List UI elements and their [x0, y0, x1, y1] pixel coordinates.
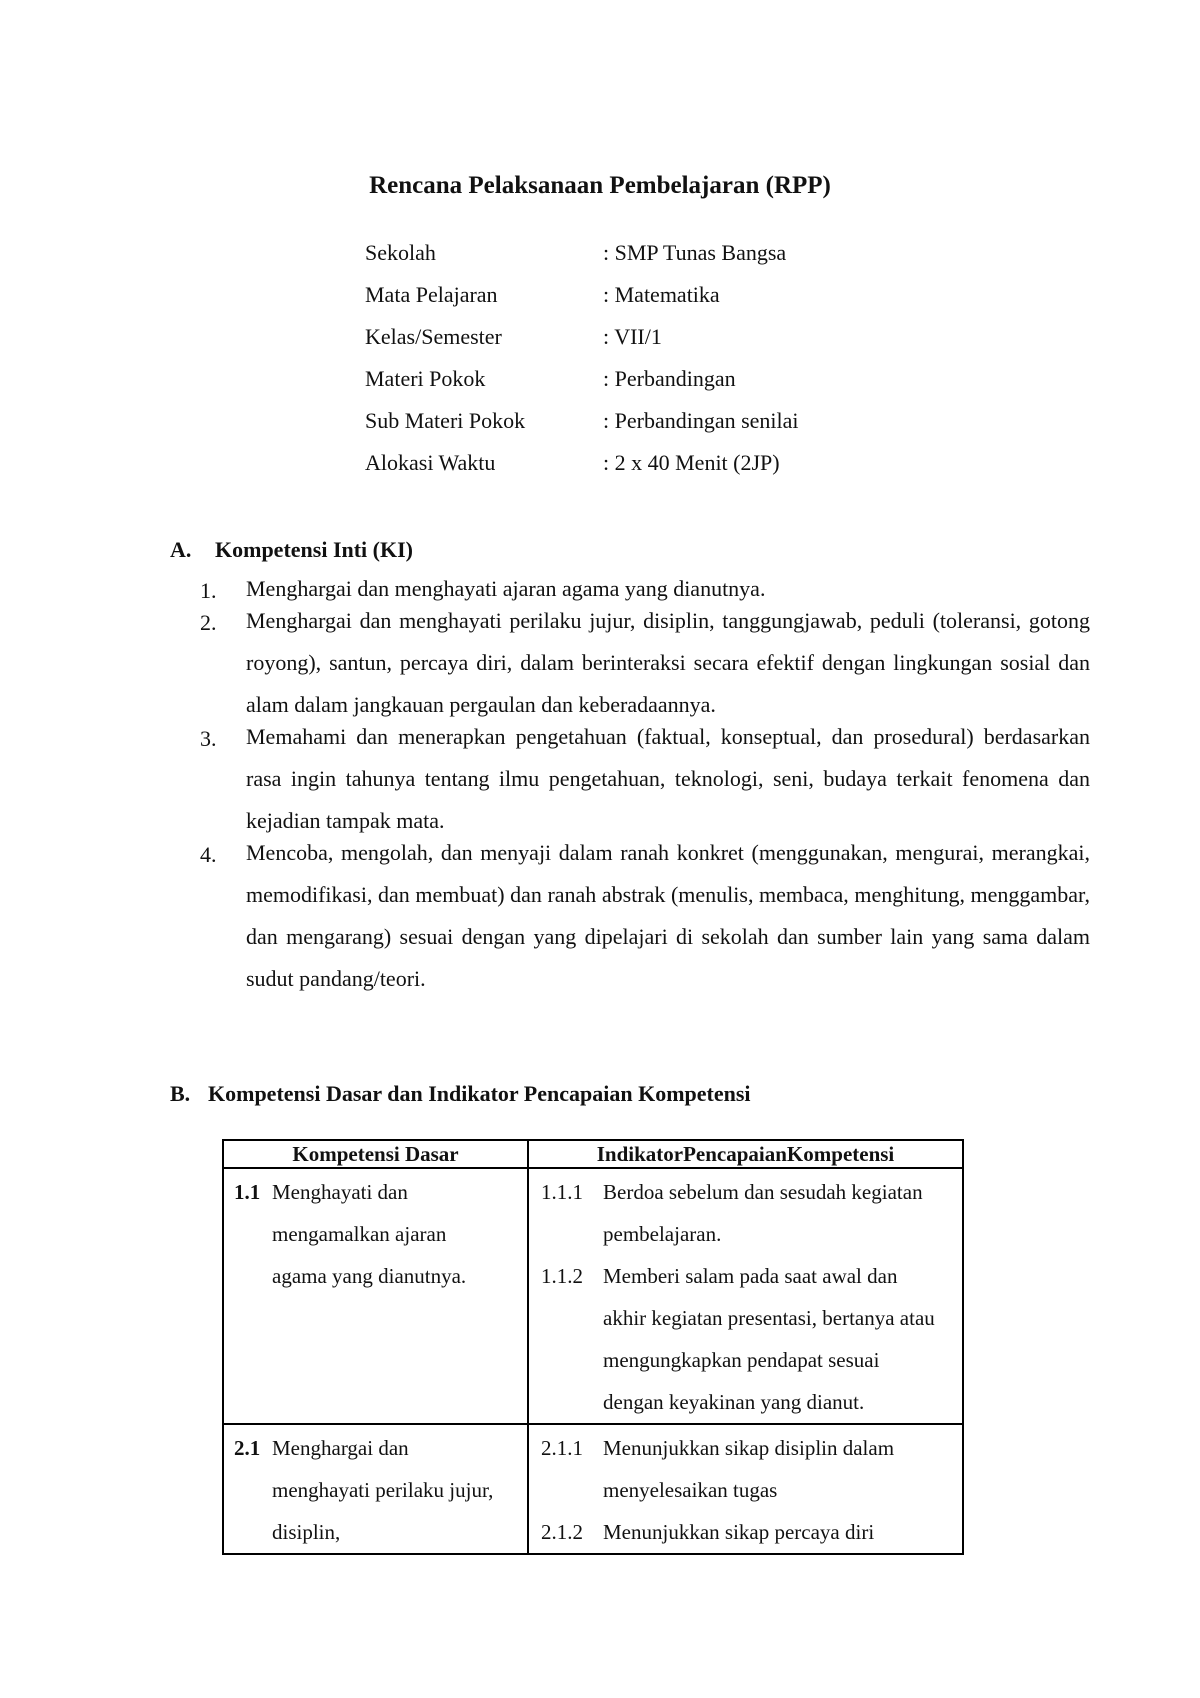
kd-number: 1.1 — [234, 1180, 261, 1204]
kd-cell — [223, 1424, 528, 1554]
column-header: IndikatorPencapaianKompetensi — [528, 1140, 963, 1168]
indicator-number: 2.1.1 — [541, 1436, 583, 1460]
kd-text: Menghargai dan menghayati perilaku jujur, disiplin, — [272, 1436, 494, 1544]
section-b-heading — [170, 1081, 751, 1107]
identity-block — [365, 240, 799, 492]
indicator-item — [541, 1171, 962, 1255]
list-number: 2. — [200, 610, 217, 635]
table-row — [223, 1168, 963, 1424]
indicator-text: Memberi salam pada saat awal dan akhir kegiatan presentasi, bertanya atau mengungkapkan pendapat sesuai dengan keyakinan yang dianut. — [603, 1264, 935, 1414]
meta-value: : VII/1 — [603, 324, 662, 349]
meta-row-subject — [365, 282, 799, 324]
section-title: Kompetensi Inti (KI) — [215, 537, 413, 562]
section-letter: A. — [170, 537, 192, 562]
meta-row-subtopic — [365, 408, 799, 450]
indicator-number: 1.1.2 — [541, 1264, 583, 1288]
meta-row-topic — [365, 366, 799, 408]
list-text: Memahami dan menerapkan pengetahuan (faktual, konseptual, dan prosedural) berdasarkan rasa ingin tahunya tentang ilmu pengetahuan, teknologi, seni, budaya terkait fenomena dan kejadian tampak mata. — [246, 724, 1090, 833]
list-text: Mencoba, mengolah, dan menyaji dalam ranah konkret (menggunakan, mengurai, merangkai, memodifikasi, dan membuat) dan ranah abstrak (menulis, membaca, menghitung, menggambar, dan mengarang) sesuai dengan yang dipelajari di sekolah dan sumber lain yang sama dalam sudut pandang/teori. — [246, 840, 1090, 991]
indicator-text: Menunjukkan sikap percaya diri — [603, 1520, 875, 1544]
indicator-number: 1.1.1 — [541, 1180, 583, 1204]
ki-list — [200, 578, 1090, 1000]
meta-row-school — [365, 240, 799, 282]
section-letter: B. — [170, 1081, 191, 1106]
list-item — [200, 842, 1090, 1000]
kd-text: Menghayati dan mengamalkan ajaran agama yang dianutnya. — [272, 1180, 467, 1288]
list-number: 3. — [200, 726, 217, 751]
meta-label: Materi Pokok — [365, 366, 486, 391]
kd-number: 2.1 — [234, 1436, 261, 1460]
meta-row-time — [365, 450, 799, 492]
list-item — [200, 726, 1090, 842]
indicator-cell — [528, 1168, 963, 1424]
table-header-row — [223, 1140, 963, 1168]
list-text: Menghargai dan menghayati perilaku jujur, disiplin, tanggungjawab, peduli (toleransi, gotong royong), santun, percaya diri, dalam berinteraksi secara efektif dengan lingkungan sosial dan alam dalam jangkauan pergaulan dan keberadaannya. — [246, 608, 1090, 717]
table-row — [223, 1424, 963, 1554]
indicator-item — [541, 1511, 962, 1553]
meta-label: Kelas/Semester — [365, 324, 502, 349]
indicator-item — [541, 1427, 962, 1511]
meta-row-class — [365, 324, 799, 366]
section-a-heading — [170, 537, 413, 563]
meta-value: : Matematika — [603, 282, 720, 307]
meta-value: : SMP Tunas Bangsa — [603, 240, 787, 265]
list-text: Menghargai dan menghayati ajaran agama yang dianutnya. — [246, 576, 766, 601]
section-title: Kompetensi Dasar dan Indikator Pencapaian Kompetensi — [208, 1081, 751, 1106]
meta-label: Sub Materi Pokok — [365, 408, 526, 433]
kd-cell — [223, 1168, 528, 1424]
page-title: Rencana Pelaksanaan Pembelajaran (RPP) — [369, 172, 831, 199]
meta-value: : Perbandingan — [603, 366, 736, 391]
meta-label: Sekolah — [365, 240, 436, 265]
list-number: 1. — [200, 578, 217, 603]
indicator-item — [541, 1255, 962, 1423]
competency-table — [222, 1139, 964, 1555]
indicator-cell — [528, 1424, 963, 1554]
meta-label: Mata Pelajaran — [365, 282, 498, 307]
meta-value: : 2 x 40 Menit (2JP) — [603, 450, 780, 475]
indicator-text: Berdoa sebelum dan sesudah kegiatan pembelajaran. — [603, 1180, 923, 1246]
column-header: Kompetensi Dasar — [223, 1140, 528, 1168]
list-number: 4. — [200, 842, 217, 867]
list-item — [200, 610, 1090, 726]
indicator-number: 2.1.2 — [541, 1520, 583, 1544]
indicator-text: Menunjukkan sikap disiplin dalam menyelesaikan tugas — [603, 1436, 895, 1502]
meta-value: : Perbandingan senilai — [603, 408, 799, 433]
meta-label: Alokasi Waktu — [365, 450, 496, 475]
